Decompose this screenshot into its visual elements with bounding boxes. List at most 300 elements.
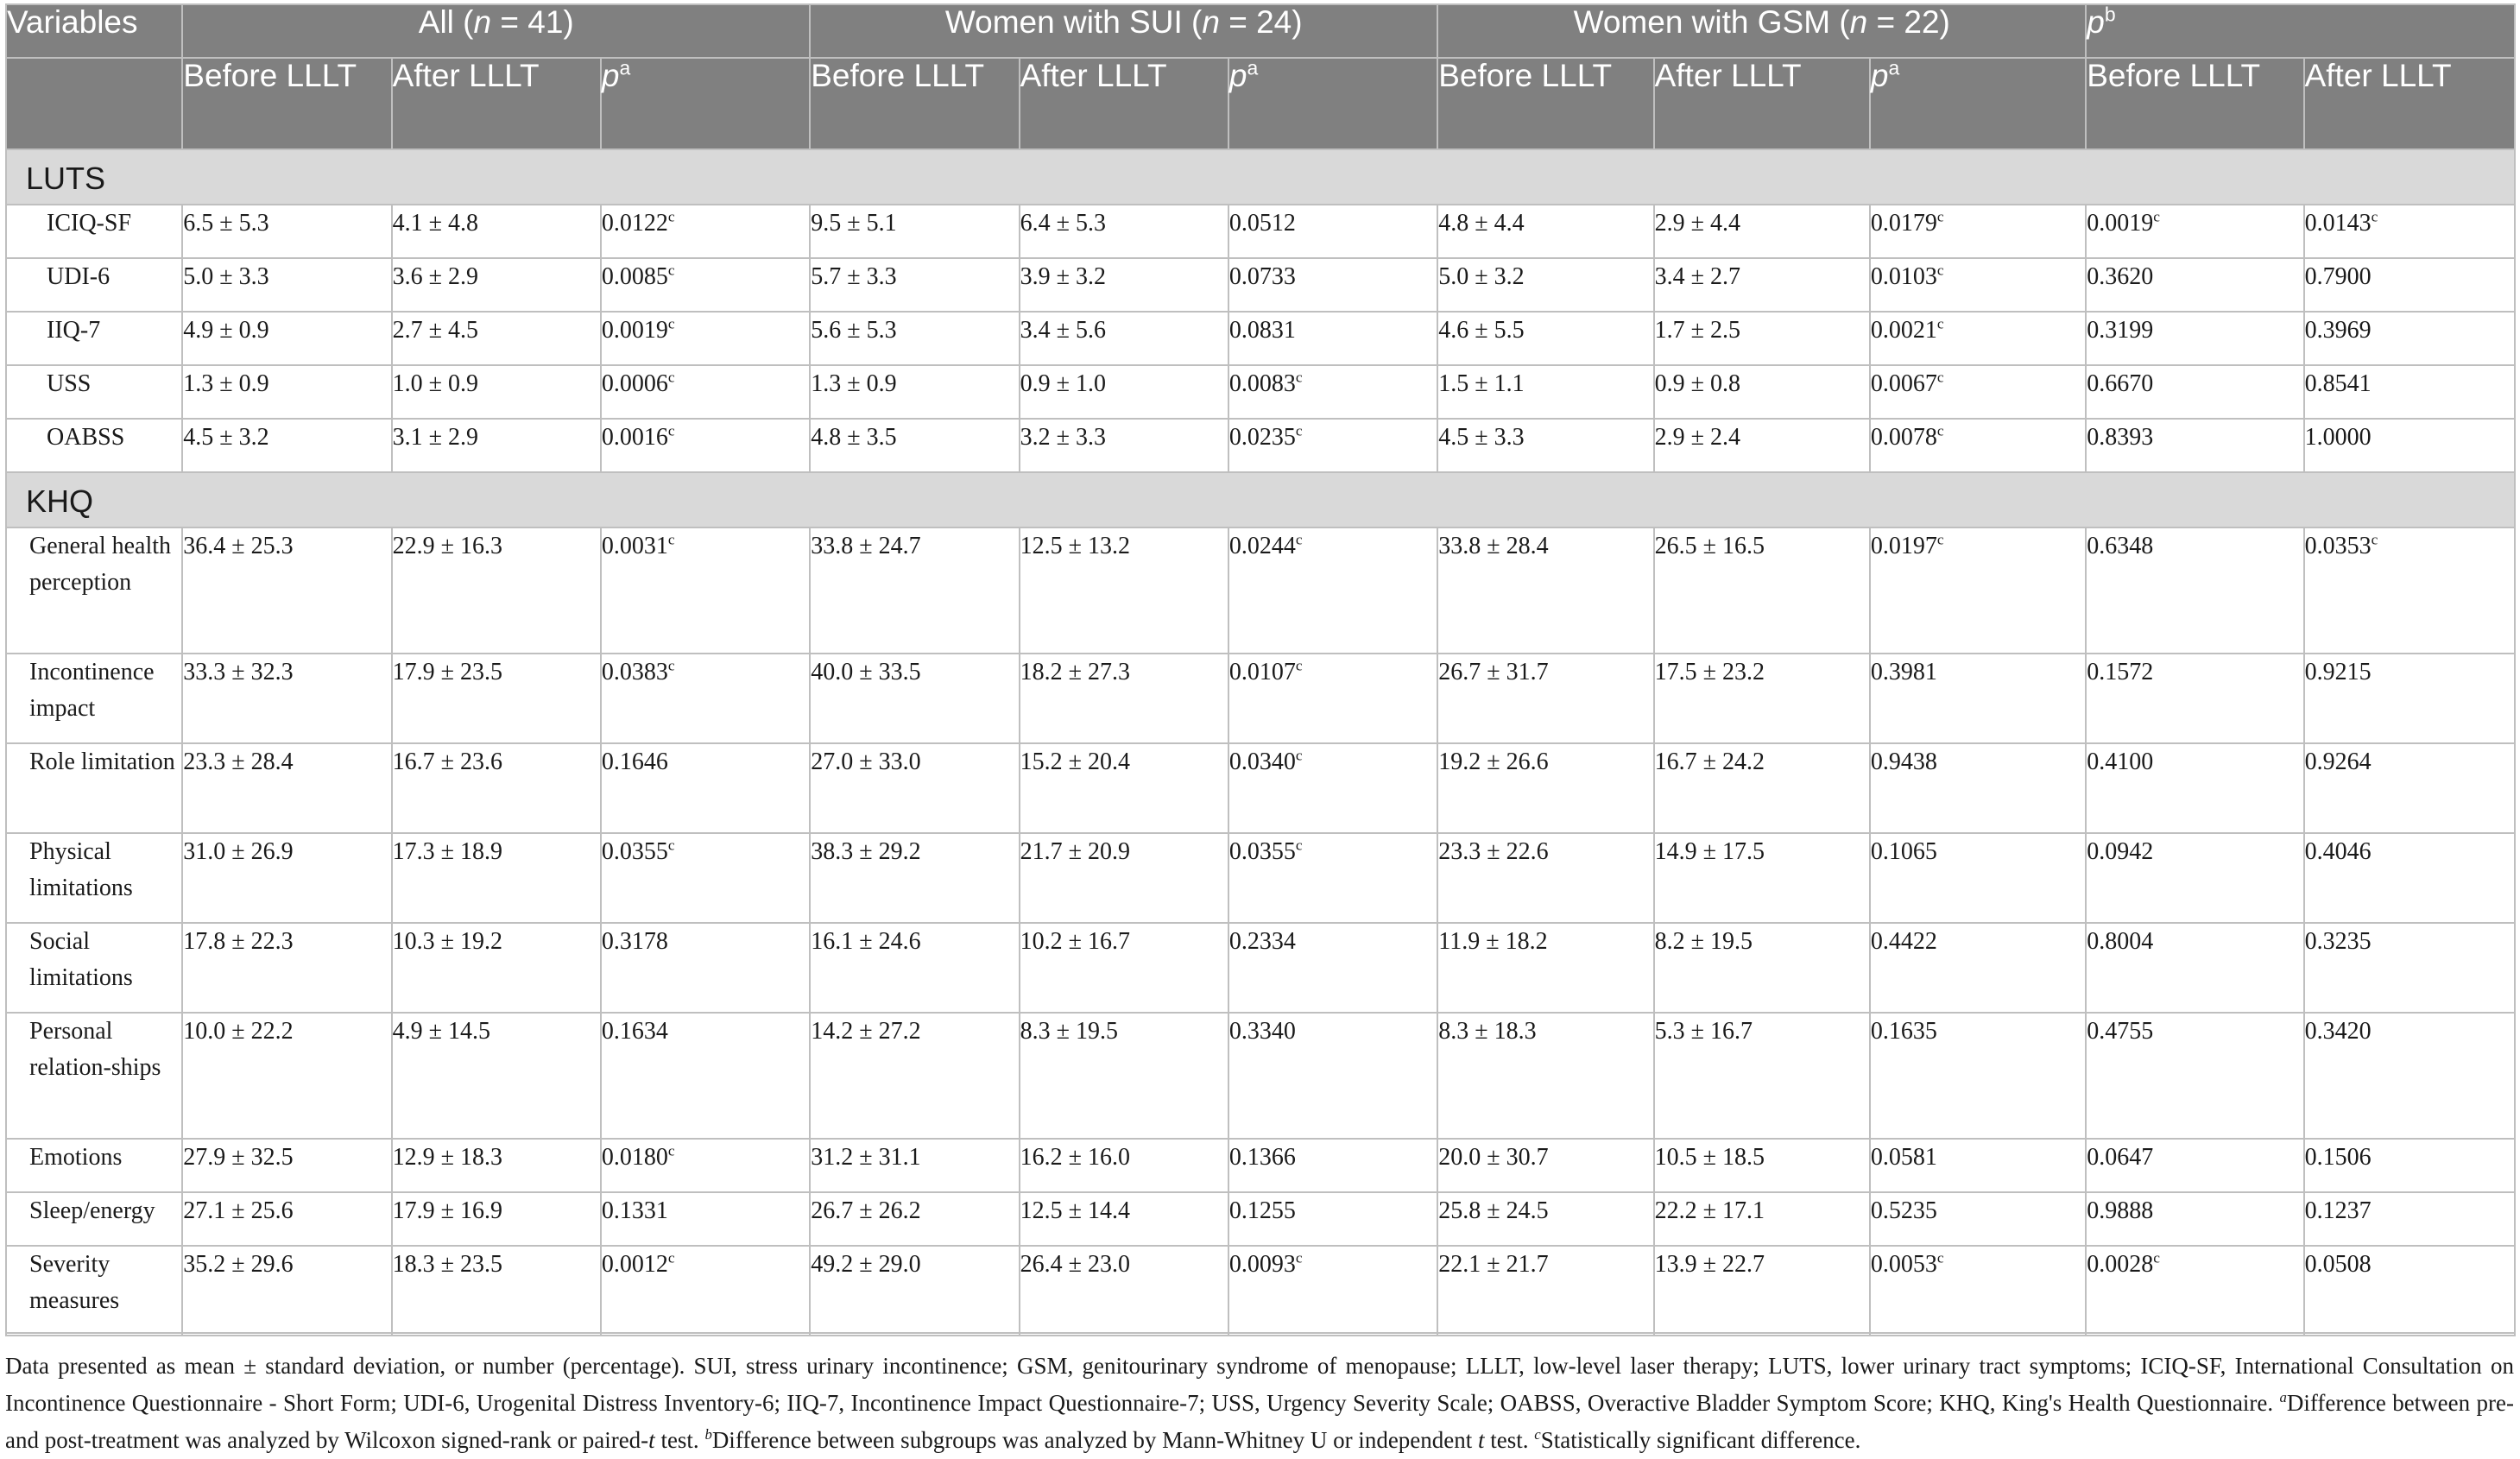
cell-value: 0.1572 <box>2087 659 2154 685</box>
table-cell <box>1870 743 2086 833</box>
subheader-before: Before LLLT <box>182 58 391 149</box>
cell-value: 0.3178 <box>601 928 668 955</box>
cell-value: 0.0244 <box>1228 533 1296 559</box>
cell-value: 12.9 ± 18.3 <box>392 1144 502 1171</box>
significance-marker: c <box>1295 531 1303 548</box>
cell-value: 0.1237 <box>2304 1197 2372 1224</box>
cell-value: 17.8 ± 22.3 <box>183 928 294 955</box>
section-row <box>6 149 2515 205</box>
cell-value: 0.0103 <box>1870 263 1937 290</box>
row-label: Severity measures <box>6 1246 182 1336</box>
cell-value: 31.2 ± 31.1 <box>811 1144 921 1171</box>
header-group-gsm: Women with GSM (n = 22) <box>1437 4 2086 58</box>
table-cell <box>1020 527 1228 654</box>
table-cell <box>1654 258 1870 312</box>
cell-value: 0.9215 <box>2304 659 2372 685</box>
results-table-container <box>5 3 2516 1336</box>
cell-value: 16.7 ± 23.6 <box>392 748 502 775</box>
cell-value: 26.7 ± 26.2 <box>811 1197 921 1224</box>
table-row <box>6 312 2515 365</box>
cell-value: 0.0016 <box>601 424 668 451</box>
table-cell <box>2086 258 2303 312</box>
table-cell <box>2086 527 2303 654</box>
table-cell <box>182 743 391 833</box>
row-label: Incontinence impact <box>6 654 182 743</box>
table-cell <box>810 312 1019 365</box>
cell-value: 0.0383 <box>601 659 668 685</box>
cell-value: 4.9 ± 0.9 <box>183 317 269 344</box>
group-label: Women with GSM <box>1573 4 1831 40</box>
table-row <box>6 1246 2515 1336</box>
cell-value: 6.5 ± 5.3 <box>183 210 269 237</box>
table-cell <box>1020 923 1228 1013</box>
subheader-after: After LLLT <box>1654 58 1870 149</box>
table-cell <box>2304 258 2515 312</box>
pb-superscript: b <box>2104 3 2116 26</box>
cell-value: 4.6 ± 5.5 <box>1438 317 1525 344</box>
table-cell <box>2086 654 2303 743</box>
group-n-symbol: n <box>473 4 492 40</box>
table-cell <box>810 654 1019 743</box>
cell-value: 26.4 ± 23.0 <box>1020 1251 1130 1278</box>
table-cell <box>1437 419 1653 472</box>
table-cell <box>1654 1246 1870 1336</box>
cell-value: 17.9 ± 23.5 <box>392 659 502 685</box>
results-table-body <box>6 149 2515 1336</box>
table-cell <box>601 833 810 923</box>
cell-value: 1.3 ± 0.9 <box>811 370 897 397</box>
cell-value: 23.3 ± 28.4 <box>183 748 294 775</box>
table-cell <box>392 1013 601 1139</box>
table-cell <box>2304 1013 2515 1139</box>
table-cell <box>810 833 1019 923</box>
table-cell <box>1020 205 1228 258</box>
table-cell <box>2304 1139 2515 1192</box>
row-label: Physical limitations <box>6 833 182 923</box>
table-footnote <box>5 1332 2514 1459</box>
table-cell <box>2086 1246 2303 1336</box>
table-row <box>6 923 2515 1013</box>
table-cell <box>1020 654 1228 743</box>
header-empty-cell <box>6 58 182 149</box>
cell-value: 4.5 ± 3.2 <box>183 424 269 451</box>
table-cell <box>601 527 810 654</box>
significance-marker: c <box>667 208 675 225</box>
subheader-p <box>601 58 810 149</box>
table-cell <box>1228 258 1437 312</box>
cell-value: 3.4 ± 2.7 <box>1654 263 1740 290</box>
cell-value: 16.2 ± 16.0 <box>1020 1144 1130 1171</box>
significance-marker: c <box>667 837 675 854</box>
table-cell <box>601 1192 810 1246</box>
cell-value: 4.1 ± 4.8 <box>392 210 478 237</box>
table-cell <box>1437 923 1653 1013</box>
subheader-p <box>1228 58 1437 149</box>
cell-value: 0.0355 <box>1228 838 1296 865</box>
cell-value: 0.0508 <box>2304 1251 2372 1278</box>
table-cell <box>182 923 391 1013</box>
table-cell <box>2086 923 2303 1013</box>
cell-value: 5.7 ± 3.3 <box>811 263 897 290</box>
cell-value: 26.7 ± 31.7 <box>1438 659 1549 685</box>
group-n-value: = 41) <box>491 4 574 40</box>
table-cell <box>392 527 601 654</box>
pa-superscript: a <box>619 56 631 79</box>
cell-value: 0.3235 <box>2304 928 2372 955</box>
significance-marker: c <box>1936 1249 1944 1266</box>
header-variables: Variables <box>6 4 182 58</box>
significance-marker: c <box>667 369 675 386</box>
table-cell <box>392 654 601 743</box>
cell-value: 10.2 ± 16.7 <box>1020 928 1130 955</box>
cell-value: 1.0 ± 0.9 <box>392 370 478 397</box>
table-cell <box>392 743 601 833</box>
significance-marker: c <box>667 422 675 439</box>
footnote-b-marker: b <box>704 1426 712 1443</box>
cell-value: 4.8 ± 3.5 <box>811 424 897 451</box>
table-cell <box>1020 1139 1228 1192</box>
table-cell <box>1870 419 2086 472</box>
table-cell <box>1228 365 1437 419</box>
cell-value: 0.6348 <box>2087 533 2154 559</box>
table-cell <box>601 923 810 1013</box>
cell-value: 35.2 ± 29.6 <box>183 1251 294 1278</box>
row-label: Emotions <box>6 1139 182 1192</box>
section-title: KHQ <box>6 472 2515 527</box>
table-cell <box>392 205 601 258</box>
cell-value: 0.8004 <box>2087 928 2154 955</box>
cell-value: 0.0085 <box>601 263 668 290</box>
cell-value: 0.1506 <box>2304 1144 2372 1171</box>
table-cell <box>2086 312 2303 365</box>
table-cell <box>392 419 601 472</box>
header-row-subcolumns <box>6 58 2515 149</box>
cell-value: 8.2 ± 19.5 <box>1654 928 1753 955</box>
group-n-value: = 24) <box>1219 4 1303 40</box>
table-cell <box>1228 1139 1437 1192</box>
cell-value: 5.3 ± 16.7 <box>1654 1018 1753 1045</box>
pa-symbol: p <box>601 58 620 93</box>
cell-value: 23.3 ± 22.6 <box>1438 838 1549 865</box>
table-cell <box>1020 312 1228 365</box>
cell-value: 0.0019 <box>601 317 668 344</box>
cell-value: 0.0581 <box>1870 1144 1937 1171</box>
table-cell <box>1654 923 1870 1013</box>
cell-value: 0.1255 <box>1228 1197 1296 1224</box>
cell-value: 0.9264 <box>2304 748 2372 775</box>
cell-value: 18.2 ± 27.3 <box>1020 659 1130 685</box>
cell-value: 0.0143 <box>2304 210 2372 237</box>
table-cell <box>1437 312 1653 365</box>
table-cell <box>1870 258 2086 312</box>
cell-value: 0.0067 <box>1870 370 1937 397</box>
cell-value: 11.9 ± 18.2 <box>1438 928 1548 955</box>
table-row <box>6 833 2515 923</box>
cell-value: 0.6670 <box>2087 370 2154 397</box>
table-row <box>6 419 2515 472</box>
cell-value: 0.7900 <box>2304 263 2372 290</box>
cell-value: 4.9 ± 14.5 <box>392 1018 490 1045</box>
cell-value: 38.3 ± 29.2 <box>811 838 921 865</box>
table-cell <box>1870 365 2086 419</box>
cell-value: 0.0355 <box>601 838 668 865</box>
cell-value: 26.5 ± 16.5 <box>1654 533 1765 559</box>
pa-symbol: p <box>1228 58 1247 93</box>
cell-value: 2.9 ± 4.4 <box>1654 210 1740 237</box>
footnote-b-t: t <box>1478 1427 1485 1453</box>
row-label: Sleep/energy <box>6 1192 182 1246</box>
cell-value: 4.5 ± 3.3 <box>1438 424 1525 451</box>
table-cell <box>810 205 1019 258</box>
cell-value: 36.4 ± 25.3 <box>183 533 294 559</box>
cell-value: 0.0006 <box>601 370 668 397</box>
header-group-all: All (n = 41) <box>182 4 810 58</box>
cell-value: 5.6 ± 5.3 <box>811 317 897 344</box>
cell-value: 16.1 ± 24.6 <box>811 928 921 955</box>
group-n-value: = 22) <box>1867 4 1950 40</box>
table-cell <box>2304 923 2515 1013</box>
cell-value: 0.4100 <box>2087 748 2154 775</box>
table-cell <box>1228 419 1437 472</box>
table-cell <box>182 312 391 365</box>
cell-value: 1.3 ± 0.9 <box>183 370 269 397</box>
cell-value: 25.8 ± 24.5 <box>1438 1197 1549 1224</box>
significance-marker: c <box>667 315 675 332</box>
table-cell <box>1654 527 1870 654</box>
table-cell <box>601 654 810 743</box>
table-cell <box>601 419 810 472</box>
cell-value: 0.0053 <box>1870 1251 1937 1278</box>
pb-symbol: p <box>2087 4 2105 40</box>
table-cell <box>601 205 810 258</box>
cell-value: 3.9 ± 3.2 <box>1020 263 1106 290</box>
table-cell <box>1437 205 1653 258</box>
results-table <box>5 3 2516 1336</box>
cell-value: 0.3969 <box>2304 317 2372 344</box>
table-cell <box>2086 205 2303 258</box>
cell-value: 0.4046 <box>2304 838 2372 865</box>
table-cell <box>182 1139 391 1192</box>
table-cell <box>1020 833 1228 923</box>
cell-value: 0.0235 <box>1228 424 1296 451</box>
significance-marker: c <box>2371 531 2378 548</box>
significance-marker: c <box>1295 369 1303 386</box>
table-cell <box>810 1139 1019 1192</box>
cell-value: 8.3 ± 19.5 <box>1020 1018 1118 1045</box>
cell-value: 12.5 ± 14.4 <box>1020 1197 1130 1224</box>
table-cell <box>2304 654 2515 743</box>
table-cell <box>1437 258 1653 312</box>
table-cell <box>1437 1246 1653 1336</box>
cell-value: 0.0078 <box>1870 424 1937 451</box>
table-cell <box>1654 654 1870 743</box>
table-cell <box>1870 1013 2086 1139</box>
cell-value: 0.0122 <box>601 210 668 237</box>
cell-value: 0.3420 <box>2304 1018 2372 1045</box>
cell-value: 0.0340 <box>1228 748 1296 775</box>
significance-marker: c <box>1295 837 1303 854</box>
table-cell <box>1437 1139 1653 1192</box>
cell-value: 2.9 ± 2.4 <box>1654 424 1740 451</box>
table-cell <box>2304 743 2515 833</box>
row-label: Role limitation <box>6 743 182 833</box>
row-label: ICIQ-SF <box>6 205 182 258</box>
table-cell <box>182 1192 391 1246</box>
table-cell <box>1020 1246 1228 1336</box>
table-cell <box>810 365 1019 419</box>
header-group-sui: Women with SUI (n = 24) <box>810 4 1437 58</box>
table-cell <box>182 1246 391 1336</box>
pa-symbol: p <box>1870 58 1889 93</box>
table-cell <box>182 527 391 654</box>
significance-marker: c <box>1295 657 1303 674</box>
cell-value: 49.2 ± 29.0 <box>811 1251 921 1278</box>
table-cell <box>392 312 601 365</box>
significance-marker: c <box>667 262 675 279</box>
table-cell <box>2304 419 2515 472</box>
cell-value: 1.5 ± 1.1 <box>1438 370 1525 397</box>
cell-value: 0.1646 <box>601 748 668 775</box>
row-label: UDI-6 <box>6 258 182 312</box>
table-cell <box>1870 1192 2086 1246</box>
table-row <box>6 1192 2515 1246</box>
table-cell <box>1020 1013 1228 1139</box>
cell-value: 3.6 ± 2.9 <box>392 263 478 290</box>
table-cell <box>810 419 1019 472</box>
subheader-before: Before LLLT <box>1437 58 1653 149</box>
table-row <box>6 258 2515 312</box>
pa-superscript: a <box>1247 56 1259 79</box>
table-cell <box>392 833 601 923</box>
table-cell <box>1228 312 1437 365</box>
cell-value: 0.1366 <box>1228 1144 1296 1171</box>
footnote-c-marker: c <box>1534 1426 1541 1443</box>
significance-marker: c <box>1936 315 1944 332</box>
table-cell <box>392 1246 601 1336</box>
cell-value: 22.2 ± 17.1 <box>1654 1197 1765 1224</box>
cell-value: 0.9438 <box>1870 748 1937 775</box>
cell-value: 31.0 ± 26.9 <box>183 838 294 865</box>
table-cell <box>1228 205 1437 258</box>
cell-value: 5.0 ± 3.3 <box>183 263 269 290</box>
cell-value: 3.1 ± 2.9 <box>392 424 478 451</box>
table-cell <box>2086 365 2303 419</box>
table-cell <box>2086 419 2303 472</box>
cell-value: 0.0093 <box>1228 1251 1296 1278</box>
cell-value: 0.2334 <box>1228 928 1296 955</box>
footnote-b-text: Difference between subgroups was analyzed by Mann-Whitney U or independent <box>711 1427 1479 1453</box>
row-label: Personal relation-ships <box>6 1013 182 1139</box>
cell-value: 0.1635 <box>1870 1018 1937 1045</box>
table-cell <box>810 743 1019 833</box>
cell-value: 0.3340 <box>1228 1018 1296 1045</box>
significance-marker: c <box>2371 208 2378 225</box>
table-cell <box>1437 365 1653 419</box>
cell-value: 6.4 ± 5.3 <box>1020 210 1106 237</box>
footnote-b-end: test. <box>1484 1427 1529 1453</box>
cell-value: 0.0179 <box>1870 210 1937 237</box>
table-cell <box>601 743 810 833</box>
significance-marker: c <box>1936 422 1944 439</box>
table-cell <box>601 1013 810 1139</box>
cell-value: 33.8 ± 28.4 <box>1438 533 1549 559</box>
table-cell <box>1228 833 1437 923</box>
table-cell <box>2304 527 2515 654</box>
table-cell <box>1020 1192 1228 1246</box>
cell-value: 0.3981 <box>1870 659 1937 685</box>
header-row-groups <box>6 4 2515 58</box>
cell-value: 0.0031 <box>601 533 668 559</box>
table-cell <box>1654 743 1870 833</box>
cell-value: 0.3199 <box>2087 317 2154 344</box>
table-cell <box>392 1139 601 1192</box>
table-row <box>6 1139 2515 1192</box>
table-cell <box>392 258 601 312</box>
cell-value: 0.1331 <box>601 1197 668 1224</box>
table-row <box>6 527 2515 654</box>
table-cell <box>1228 1013 1437 1139</box>
table-cell <box>2086 1139 2303 1192</box>
table-cell <box>1870 205 2086 258</box>
table-cell <box>1654 1192 1870 1246</box>
cell-value: 9.5 ± 5.1 <box>811 210 897 237</box>
table-cell <box>392 1192 601 1246</box>
cell-value: 0.4422 <box>1870 928 1937 955</box>
table-row <box>6 1013 2515 1139</box>
cell-value: 27.0 ± 33.0 <box>811 748 921 775</box>
cell-value: 8.3 ± 18.3 <box>1438 1018 1537 1045</box>
cell-value: 0.0180 <box>601 1144 668 1171</box>
cell-value: 0.4755 <box>2087 1018 2154 1045</box>
table-cell <box>1437 1013 1653 1139</box>
cell-value: 0.0647 <box>2087 1144 2154 1171</box>
cell-value: 1.7 ± 2.5 <box>1654 317 1740 344</box>
cell-value: 0.0083 <box>1228 370 1296 397</box>
table-cell <box>810 258 1019 312</box>
table-cell <box>1870 833 2086 923</box>
cell-value: 1.0000 <box>2304 424 2372 451</box>
significance-marker: c <box>667 531 675 548</box>
table-cell <box>1654 365 1870 419</box>
cell-value: 15.2 ± 20.4 <box>1020 748 1130 775</box>
significance-marker: c <box>1936 262 1944 279</box>
footnote-main: Data presented as mean ± standard deviation, or number (percentage). SUI, stress urinary incontinence; GSM, genitourinary syndrome of menopause; LLLT, low-level laser therapy; LUTS, lower urinary tract symptoms; ICIQ-SF, International Consultation on Incontinence Questionnaire - Short Form; UDI-6, Urogenital Distress Inventory-6; IIQ-7, Incontinence Impact Questionnaire-7; USS, Urgency Severity Scale; OABSS, Overactive Bladder Symptom Score; KHQ, King's Health Questionnaire. <box>5 1353 2514 1416</box>
cell-value: 12.5 ± 13.2 <box>1020 533 1130 559</box>
significance-marker: c <box>667 657 675 674</box>
significance-marker: c <box>1295 747 1303 764</box>
table-cell <box>1020 743 1228 833</box>
significance-marker: c <box>2153 1249 2160 1266</box>
table-cell <box>1228 654 1437 743</box>
table-cell <box>1437 833 1653 923</box>
table-cell <box>1228 1192 1437 1246</box>
group-label: Women with SUI <box>944 4 1183 40</box>
cell-value: 22.1 ± 21.7 <box>1438 1251 1549 1278</box>
table-row <box>6 743 2515 833</box>
cell-value: 40.0 ± 33.5 <box>811 659 921 685</box>
footnote-a-end: test. <box>654 1427 699 1453</box>
table-cell <box>601 365 810 419</box>
table-cell <box>601 258 810 312</box>
cell-value: 0.0831 <box>1228 317 1296 344</box>
cell-value: 18.3 ± 23.5 <box>392 1251 502 1278</box>
cell-value: 0.9 ± 1.0 <box>1020 370 1106 397</box>
group-label: All <box>418 4 454 40</box>
significance-marker: c <box>1295 422 1303 439</box>
cell-value: 17.9 ± 16.9 <box>392 1197 502 1224</box>
cell-value: 13.9 ± 22.7 <box>1654 1251 1765 1278</box>
section-row <box>6 472 2515 527</box>
